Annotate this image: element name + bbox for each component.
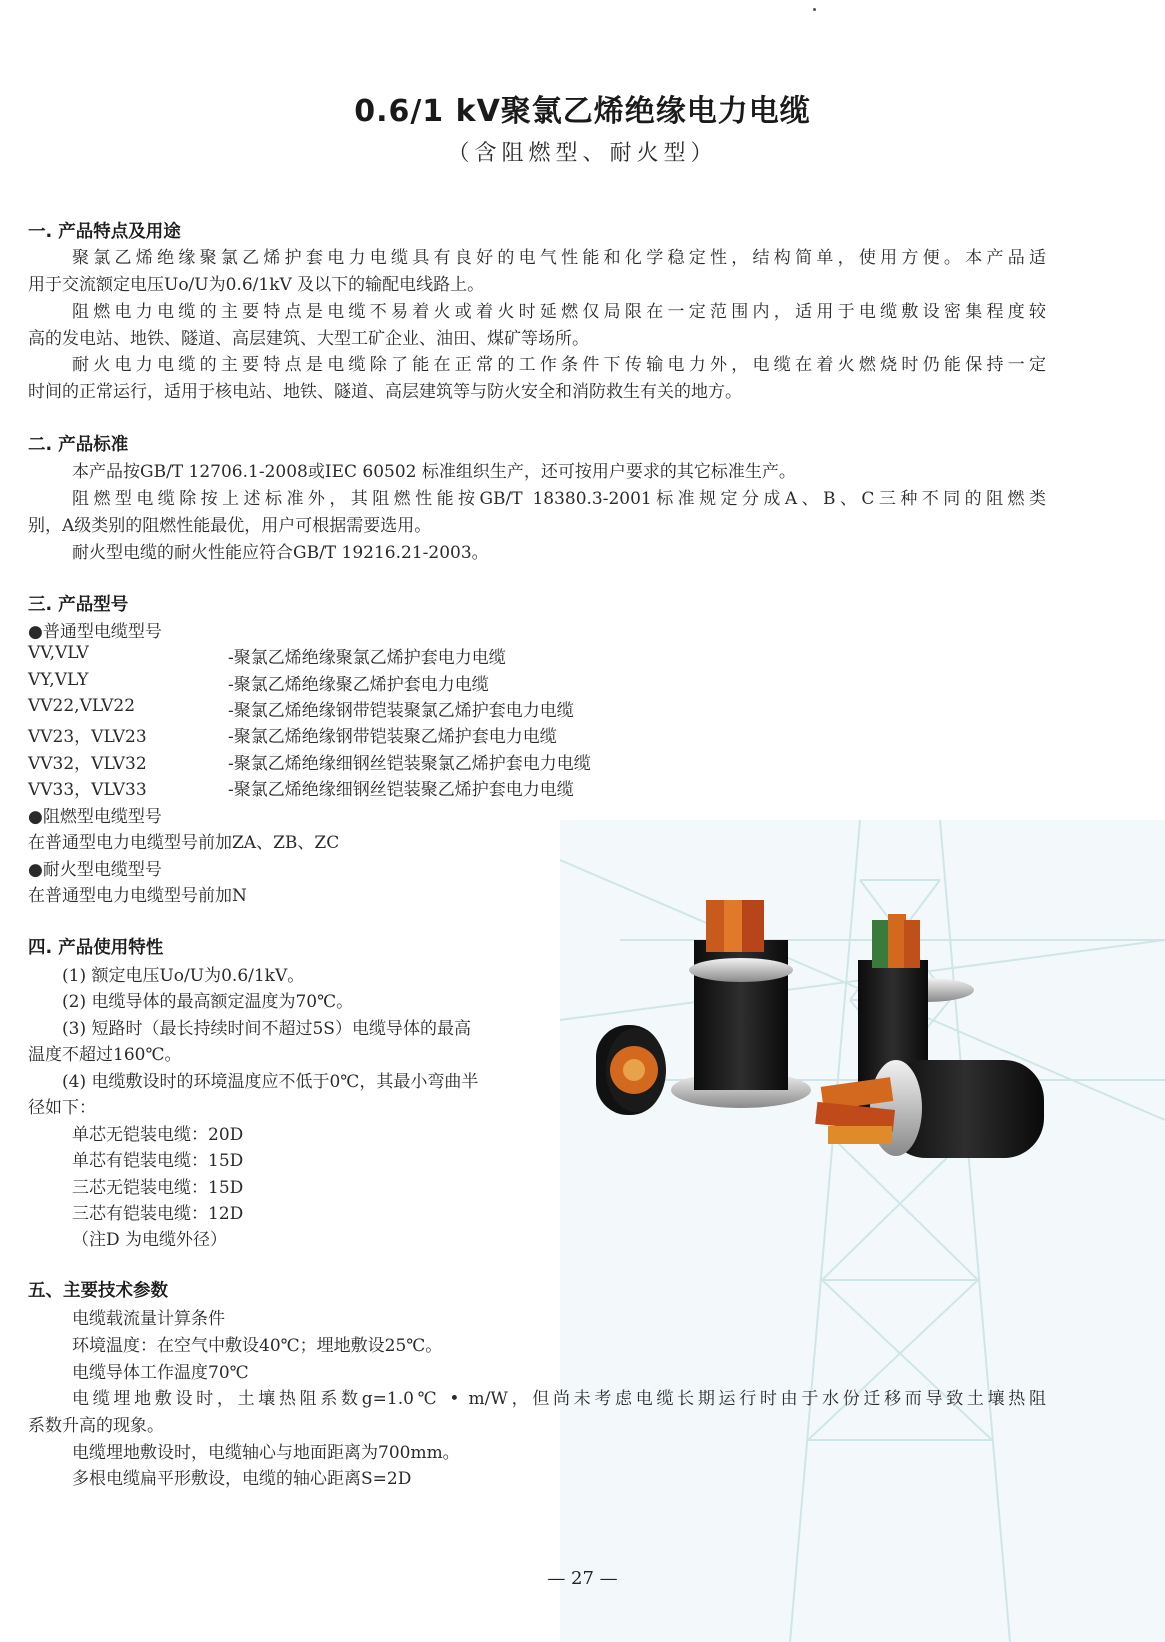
s5-line-6: 电缆埋地敷设时，电缆轴心与地面距离为700mm。 [72,1443,460,1463]
model-desc: -聚氯乙烯绝缘钢带铠装聚氯乙烯护套电力电缆 [228,701,574,721]
s5-line-1: 电缆载流量计算条件 [72,1309,225,1329]
scan-speck [813,8,816,11]
bend-radius-row: 三芯无铠装电缆：15D [72,1178,244,1198]
s1-line-5: 耐火电力电缆的主要特点是电缆除了能在正常的工作条件下传输电力外，电缆在着火燃烧时仍能保持一定 [72,355,1046,375]
s1-line-6: 时间的正常运行，适用于核电站、地铁、隧道、高层建筑等与防火安全和消防救生有关的地方。 [28,382,742,402]
s5-line-3: 电缆导体工作温度70℃ [72,1363,249,1383]
s2-line-3: 别，A级类别的阻燃性能最优，用户可根据需要选用。 [28,516,432,536]
s5-line-2: 环境温度：在空气中敷设40℃；埋地敷设25℃。 [72,1336,443,1356]
page-number: — 27 — [547,1568,618,1589]
model-code: VV22,VLV22 [28,696,136,716]
model-code: VV,VLV [28,643,89,663]
s1-line-3: 阻燃电力电缆的主要特点是电缆不易着火或着火时延燃仅局限在一定范围内，适用于电缆敷设密集程度较 [72,302,1046,322]
s2-line-2: 阻燃型电缆除按上述标准外，其阻燃性能按GB/T 18380.3-2001标准规定分成A、B、C三种不同的阻燃类 [72,489,1046,509]
model-code: VY,VLY [28,670,89,690]
flame-retardant-note: 在普通型电力电缆型号前加ZA、ZB、ZC [28,833,340,853]
s4-item-2: (2) 电缆导体的最高额定温度为70℃。 [62,992,354,1012]
bend-radius-row: 单芯有铠装电缆：15D [72,1151,244,1171]
s4-item-3-cont: 温度不超过160℃。 [28,1045,182,1065]
model-code: VV23，VLV23 [28,727,147,747]
s2-line-1: 本产品按GB/T 12706.1-2008或IEC 60502 标准组织生产，还可按用户要求的其它标准生产。 [72,462,796,482]
general-models-label: ●普通型电缆型号 [28,622,162,642]
s1-line-1: 聚氯乙烯绝缘聚氯乙烯护套电力电缆具有良好的电气性能和化学稳定性，结构简单，使用方便。本产品适 [72,248,1046,268]
s1-line-4: 高的发电站、地铁、隧道、高层建筑、大型工矿企业、油田、煤矿等场所。 [28,329,589,349]
model-code: VV33，VLV33 [28,780,147,800]
fire-resistant-label: ●耐火型电缆型号 [28,860,162,880]
model-code: VV32，VLV32 [28,754,147,774]
section-2-heading: 二. 产品标准 [28,435,129,455]
model-desc: -聚氯乙烯绝缘聚乙烯护套电力电缆 [228,675,489,695]
bend-radius-row: 三芯有铠装电缆：12D [72,1204,244,1224]
s5-line-4: 电缆埋地敷设时，土壤热阻系数g=1.0℃ • m/W，但尚未考虑电缆长期运行时由于水份迁移而导致土壤热阻 [72,1389,1046,1409]
section-5-heading: 五、主要技术参数 [28,1281,168,1301]
page-title: 0.6/1 kV聚氯乙烯绝缘电力电缆 [354,94,811,129]
fire-resistant-note: 在普通型电力电缆型号前加N [28,886,247,906]
page-subtitle: （含阻燃型、耐火型） [447,141,718,166]
s5-line-7: 多根电缆扁平形敷设，电缆的轴心距离S=2D [72,1469,412,1489]
section-3-heading: 三. 产品型号 [28,595,129,615]
model-desc: -聚氯乙烯绝缘细钢丝铠装聚氯乙烯护套电力电缆 [228,754,591,774]
bend-radius-note: （注D 为电缆外径） [72,1230,228,1250]
s4-item-4: (4) 电缆敷设时的环境温度应不低于0℃，其最小弯曲半 [62,1072,479,1092]
bend-radius-row: 单芯无铠装电缆：20D [72,1125,244,1145]
model-desc: -聚氯乙烯绝缘聚氯乙烯护套电力电缆 [228,648,506,668]
model-desc: -聚氯乙烯绝缘细钢丝铠装聚乙烯护套电力电缆 [228,780,574,800]
cable-product-photo [596,900,1096,1230]
s1-line-2: 用于交流额定电压Uo/U为0.6/1kV 及以下的输配电线路上。 [28,275,485,295]
flame-retardant-label: ●阻燃型电缆型号 [28,807,162,827]
s2-line-4: 耐火型电缆的耐火性能应符合GB/T 19216.21-2003。 [72,543,489,563]
s4-item-4-cont: 径如下： [28,1098,96,1118]
section-1-heading: 一. 产品特点及用途 [28,222,181,242]
s4-item-1: (1) 额定电压Uo/U为0.6/1kV。 [62,966,305,986]
model-desc: -聚氯乙烯绝缘钢带铠装聚乙烯护套电力电缆 [228,727,557,747]
section-4-heading: 四. 产品使用特性 [28,938,164,958]
s5-line-5: 系数升高的现象。 [28,1416,164,1436]
s4-item-3: (3) 短路时（最长持续时间不超过5S）电缆导体的最高 [62,1019,471,1039]
